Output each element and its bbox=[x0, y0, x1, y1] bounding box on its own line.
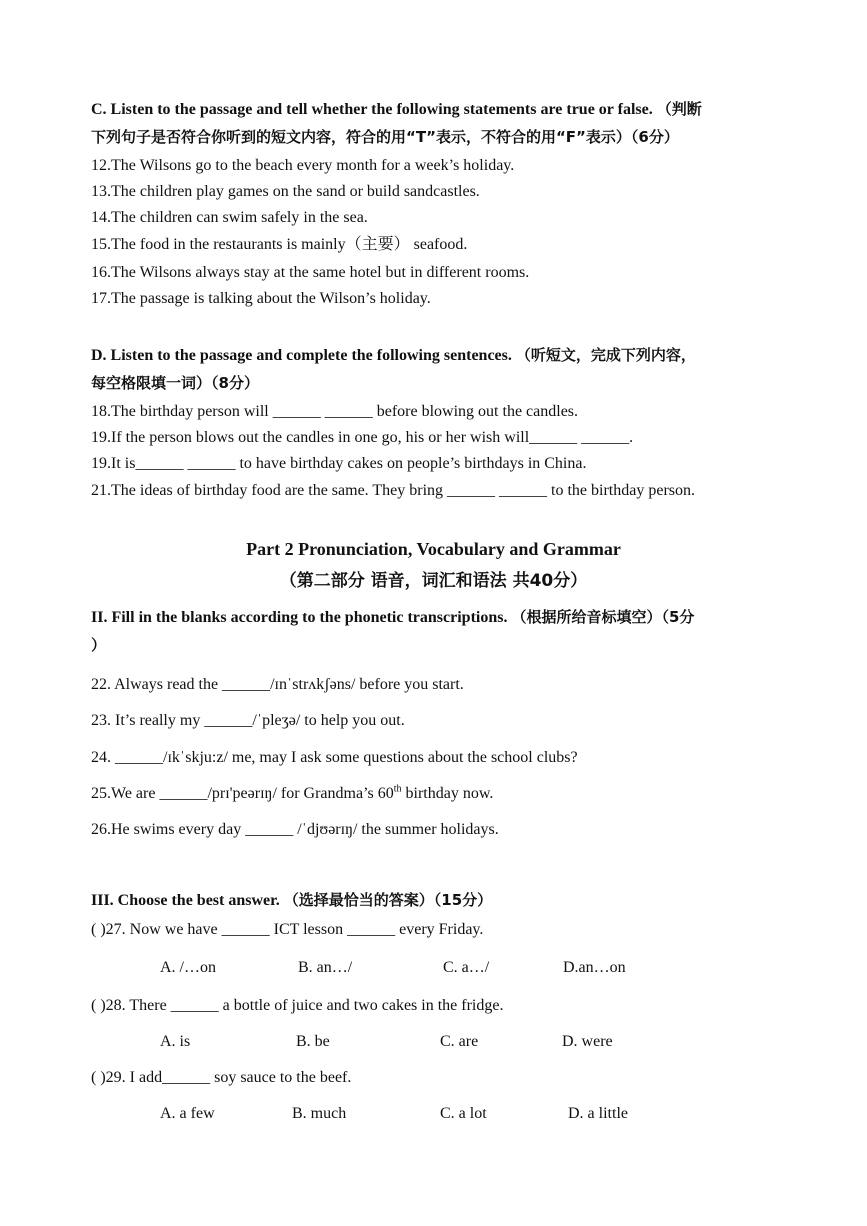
question-13: 13.The children play games on the sand or build sandcastles. bbox=[91, 183, 480, 200]
question-27-stem: ( )27. Now we have ______ ICT lesson ______ every Friday. bbox=[91, 921, 484, 938]
q27-option-a[interactable]: A. /…on bbox=[160, 959, 216, 976]
q29-option-a[interactable]: A. a few bbox=[160, 1105, 215, 1122]
section-d-heading-cn-2: 每空格限填一词）（8分） bbox=[91, 374, 259, 392]
question-20: 19.It is______ ______ to have birthday cakes on people’s birthdays in China. bbox=[91, 455, 587, 472]
question-25-text-end: birthday now. bbox=[401, 785, 494, 802]
section-ii-heading-cn-2: ） bbox=[91, 636, 107, 654]
question-21: 21.The ideas of birthday food are the same. They bring ______ ______ to the birthday person. bbox=[91, 482, 696, 499]
question-25-text: 25.We are ______/prɪ'peərɪŋ/ for Grandma’s 60 bbox=[91, 785, 394, 802]
question-17: 17.The passage is talking about the Wilson’s holiday. bbox=[91, 290, 431, 307]
q29-option-d[interactable]: D. a little bbox=[568, 1105, 628, 1122]
question-18: 18.The birthday person will ______ ______ before blowing out the candles. bbox=[91, 403, 579, 420]
question-12: 12.The Wilsons go to the beach every month for a week’s holiday. bbox=[91, 157, 515, 174]
section-ii-heading bbox=[91, 610, 694, 626]
section-iii-heading-en: III. Choose the best answer. bbox=[91, 892, 280, 909]
question-25-sup: th bbox=[393, 783, 402, 795]
q29-option-c[interactable]: C. a lot bbox=[440, 1105, 487, 1122]
section-ii-heading-cn: （根据所给音标填空）（5分 bbox=[511, 608, 695, 626]
question-15: 15.The food in the restaurants is mainly（主要） seafood. bbox=[91, 236, 468, 253]
q27-option-d[interactable]: D.an…on bbox=[563, 959, 626, 976]
section-iii-heading bbox=[91, 893, 492, 909]
section-c-heading-cn-2: 下列句子是否符合你听到的短文内容，符合的用“T”表示，不符合的用“F”表示）（6分） bbox=[91, 128, 679, 146]
question-23: 23. It’s really my ______/ˈpleʒə/ to help you out. bbox=[91, 712, 405, 729]
question-29-stem: ( )29. I add______ soy sauce to the beef. bbox=[91, 1069, 352, 1086]
section-d-heading bbox=[91, 348, 696, 364]
question-16: 16.The Wilsons always stay at the same hotel but in different rooms. bbox=[91, 264, 530, 281]
question-14: 14.The children can swim safely in the sea. bbox=[91, 209, 368, 226]
section-c-heading-cn: （判断 bbox=[656, 100, 702, 118]
q28-option-b[interactable]: B. be bbox=[296, 1033, 330, 1050]
question-25 bbox=[91, 783, 494, 802]
question-24: 24. ______/ɪkˈskju:z/ me, may I ask some questions about the school clubs? bbox=[91, 749, 578, 766]
section-c-heading bbox=[91, 102, 702, 118]
part2-subtitle: （第二部分 语音，词汇和语法 共40分） bbox=[279, 571, 588, 591]
part2-title: Part 2 Pronunciation, Vocabulary and Grammar bbox=[246, 539, 621, 559]
section-d-heading-en: D. Listen to the passage and complete the following sentences. bbox=[91, 347, 512, 364]
q27-option-c[interactable]: C. a…/ bbox=[443, 959, 490, 976]
question-28-stem: ( )28. There ______ a bottle of juice and two cakes in the fridge. bbox=[91, 997, 504, 1014]
q28-option-a[interactable]: A. is bbox=[160, 1033, 191, 1050]
q29-option-b[interactable]: B. much bbox=[292, 1105, 347, 1122]
question-26: 26.He swims every day ______ /ˈdjʊərɪŋ/ the summer holidays. bbox=[91, 821, 499, 838]
q28-option-c[interactable]: C. are bbox=[440, 1033, 479, 1050]
section-d-heading-cn: （听短文，完成下列内容， bbox=[515, 346, 696, 364]
q27-option-b[interactable]: B. an…/ bbox=[298, 959, 353, 976]
question-22: 22. Always read the ______/ɪnˈstrʌkʃəns/ before you start. bbox=[91, 676, 464, 693]
section-ii-heading-en: II. Fill in the blanks according to the phonetic transcriptions. bbox=[91, 609, 508, 626]
section-iii-heading-cn: （选择最恰当的答案）（15分） bbox=[283, 891, 493, 909]
q28-option-d[interactable]: D. were bbox=[562, 1033, 613, 1050]
section-c-heading-en: C. Listen to the passage and tell whether the following statements are true or false. bbox=[91, 101, 653, 118]
question-19: 19.If the person blows out the candles in one go, his or her wish will______ ______. bbox=[91, 429, 634, 446]
